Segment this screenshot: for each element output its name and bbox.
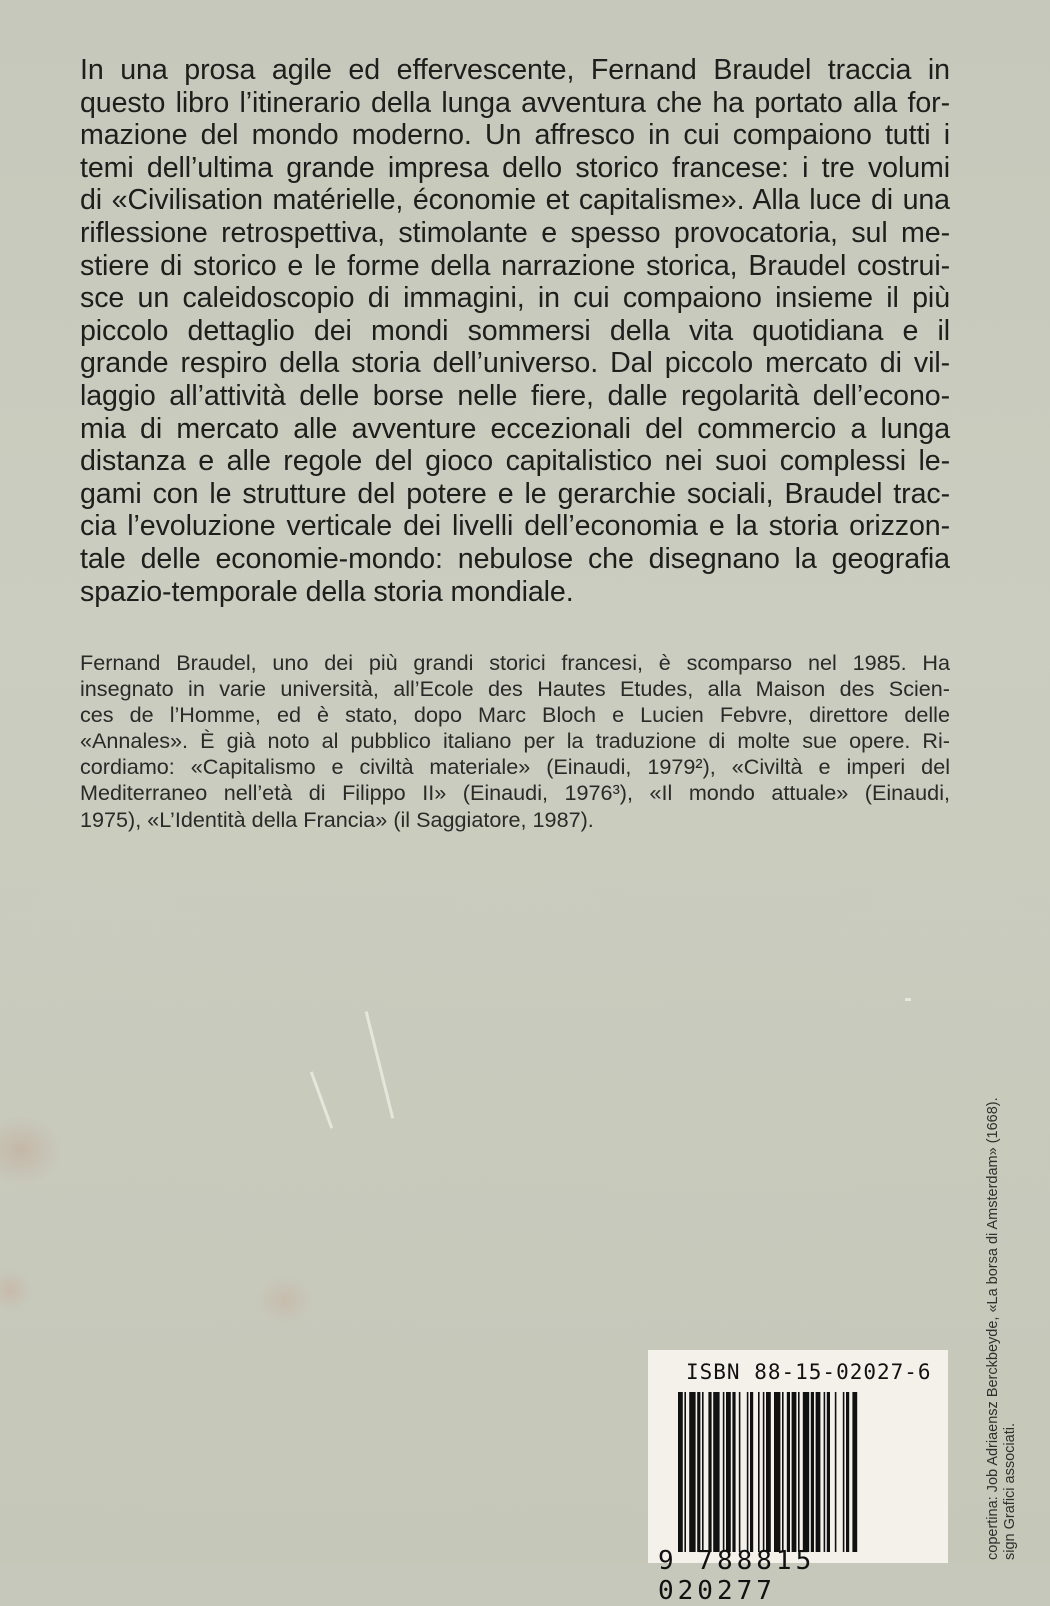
barcode-bar [702,1392,704,1552]
barcode-bar [782,1392,784,1552]
bio-line: «Annales». È già noto al pubblico italiano per la traduzione di molte sue opere. Ri- [80,728,950,754]
bio-line: cordiamo: «Capitalismo e civiltà materiale» (Einaudi, 1979²), «Civiltà e imperi del [80,754,950,780]
paper-speck [310,1071,333,1128]
bio-line: insegnato in varie università, all’Ecole des Hautes Etudes, alla Maison des Scien- [80,676,950,702]
barcode-bar [846,1392,849,1552]
blurb-line: sce un caleidoscopio di immagini, in cui compaiono insieme il più [80,282,950,315]
barcode-bar [811,1392,814,1552]
barcode-bar [723,1392,725,1552]
barcode-bar [750,1392,753,1552]
isbn-barcode-box [648,1350,948,1606]
paper-speck [905,998,911,1001]
barcode-bar [732,1392,735,1552]
blurb-line: gami con le strutture del potere e le gerarchie sociali, Braudel trac- [80,477,950,510]
barcode-bar [726,1392,731,1552]
credit-line: sign Grafici associati. [1002,1423,1018,1560]
cover-credit [985,1097,1019,1560]
blurb-line: mazione del mondo moderno. Un affresco in cui compaiono tutti i [80,119,950,152]
blurb-line: spazio-temporale della storia mondiale. [80,575,574,608]
barcode-bar [816,1392,821,1552]
credit-line: copertina: Job Adriaensz Berckbeyde, «La borsa di Amsterdam» (1668). [985,1097,1001,1560]
bio-line: 1975), «L’Identità della Francia» (il Saggiatore, 1987). [80,806,594,832]
blurb-line: In una prosa agile ed effervescente, Fernand Braudel traccia in [80,54,950,86]
barcode-bar [713,1392,719,1552]
barcode-bar [843,1392,845,1552]
barcode-bar [689,1392,695,1552]
barcode-bar [708,1392,711,1552]
paper-speck [365,1011,395,1118]
barcode-bar [678,1392,683,1552]
barcode-bar [792,1392,797,1552]
author-bio [80,650,950,833]
blurb-line: questo libro l’itinerario della lunga avventura che ha portato alla for- [80,86,950,119]
blurb-line: laggio all’attività delle borse nelle fiere, dalle regolarità dell’econo- [80,379,950,412]
isbn-label: ISBN 88-15-02027-6 [686,1360,932,1384]
bio-line: Fernand Braudel, uno dei più grandi storici francesi, è scomparso nel 1985. Ha [80,650,950,675]
barcode-bar [852,1392,857,1552]
blurb-paragraph [80,54,950,608]
barcode-bar [803,1392,809,1552]
barcode-bar [787,1392,790,1552]
blurb-line: cia l’evoluzione verticale dei livelli dell’economia e la storia orizzon- [80,510,950,543]
blurb-line: tale delle economie-mondo: nebulose che disegnano la geografia [80,542,950,575]
barcode-bar [766,1392,771,1552]
barcode-bar [758,1392,760,1552]
barcode-bar [835,1392,837,1552]
blurb-line: distanza e alle regole del gioco capitalistico nei suoi complessi le- [80,445,950,478]
barcode-bar [739,1392,741,1552]
barcode-bar [763,1392,765,1552]
barcode-bar [774,1392,780,1552]
barcode [678,1392,928,1552]
blurb-line: di «Civilisation matérielle, économie et capitalisme». Alla luce di una [80,184,950,217]
barcode-bar [798,1392,800,1552]
blurb-line: grande respiro della storia dell’universo. Dal piccolo mercato di vil- [80,347,950,380]
barcode-bar [684,1392,686,1552]
bio-line: ces de l’Homme, ed è stato, dopo Marc Bloch e Lucien Febvre, direttore delle [80,702,950,728]
blurb-line: riflessione retrospettiva, stimolante e spesso provocatoria, sul me- [80,216,950,249]
blurb-line: stiere di storico e le forme della narrazione storica, Braudel costrui- [80,249,950,282]
barcode-bar [747,1392,749,1552]
bio-line: Mediterraneo nell’età di Filippo II» (Einaudi, 1976³), «Il mondo attuale» (Einaudi, [80,780,950,806]
blurb-line: mia di mercato alle avventure eccezionali del commercio a lunga [80,412,950,445]
barcode-digits: 9 788815 020277 [658,1546,816,1606]
barcode-bar [824,1392,826,1552]
barcode-bar [827,1392,830,1552]
blurb-line: temi dell’ultima grande impresa dello storico francese: i tre volumi [80,151,950,184]
blurb-line: piccolo dettaglio dei mondi sommersi della vita quotidiana e il [80,314,950,347]
barcode-bar [697,1392,700,1552]
